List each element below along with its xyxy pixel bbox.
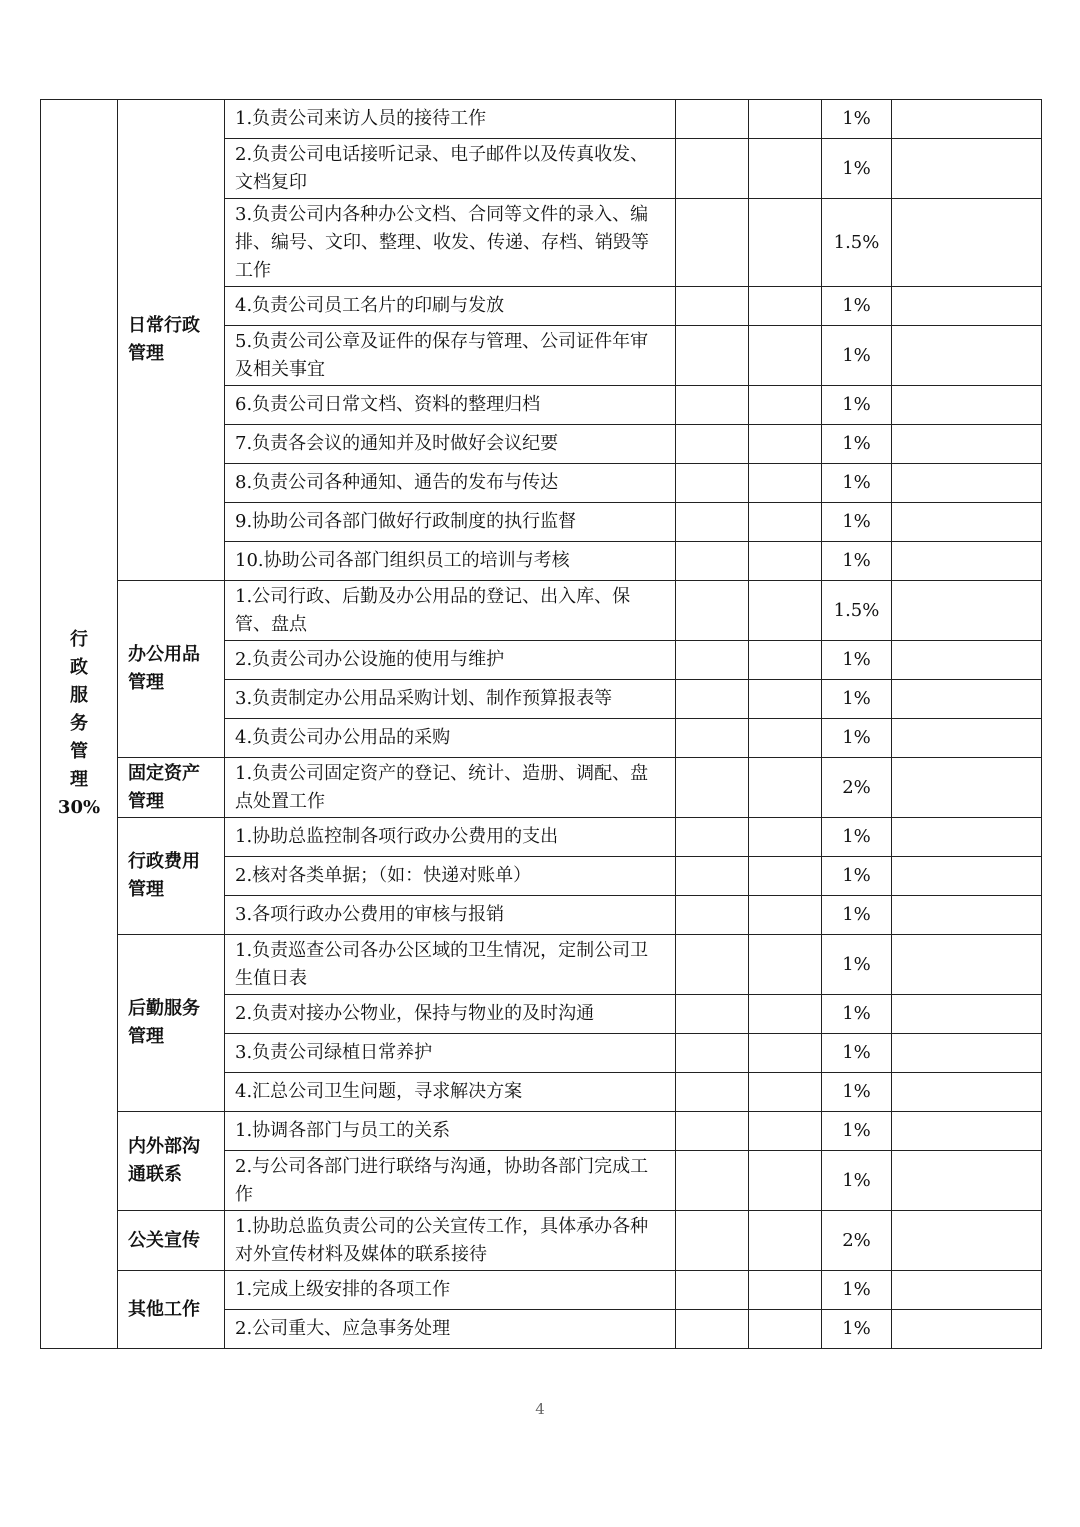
weight-cell: 1% bbox=[822, 818, 892, 857]
blank-cell bbox=[676, 641, 749, 680]
weight-cell: 1% bbox=[822, 326, 892, 386]
task-cell: 3.负责公司绿植日常养护 bbox=[225, 1034, 676, 1073]
blank-cell bbox=[749, 641, 822, 680]
blank-cell bbox=[749, 100, 822, 139]
weight-cell: 1.5% bbox=[822, 581, 892, 641]
task-cell: 7.负责各会议的通知并及时做好会议纪要 bbox=[225, 425, 676, 464]
blank-cell bbox=[676, 1310, 749, 1349]
blank-cell bbox=[749, 995, 822, 1034]
blank-cell bbox=[749, 818, 822, 857]
blank-cell bbox=[749, 680, 822, 719]
blank-cell bbox=[676, 857, 749, 896]
score-cell bbox=[892, 935, 1042, 995]
task-cell: 1.协调各部门与员工的关系 bbox=[225, 1112, 676, 1151]
blank-cell bbox=[749, 1034, 822, 1073]
blank-cell bbox=[676, 287, 749, 326]
task-cell: 2.公司重大、应急事务处理 bbox=[225, 1310, 676, 1349]
weight-cell: 1% bbox=[822, 1310, 892, 1349]
task-cell: 2.负责公司电话接听记录、电子邮件以及传真收发、文档复印 bbox=[225, 139, 676, 199]
table-row bbox=[41, 818, 1042, 857]
blank-cell bbox=[676, 100, 749, 139]
task-cell: 2.负责公司办公设施的使用与维护 bbox=[225, 641, 676, 680]
score-cell bbox=[892, 464, 1042, 503]
blank-cell bbox=[749, 758, 822, 818]
task-cell: 2.与公司各部门进行联络与沟通，协助各部门完成工作 bbox=[225, 1151, 676, 1211]
score-cell bbox=[892, 425, 1042, 464]
score-cell bbox=[892, 139, 1042, 199]
subcategory-cell: 固定资产管理 bbox=[118, 758, 225, 818]
blank-cell bbox=[676, 464, 749, 503]
weight-cell: 1% bbox=[822, 1151, 892, 1211]
task-cell: 1.负责公司固定资产的登记、统计、造册、调配、盘点处置工作 bbox=[225, 758, 676, 818]
blank-cell bbox=[749, 464, 822, 503]
task-cell: 1.完成上级安排的各项工作 bbox=[225, 1271, 676, 1310]
blank-cell bbox=[676, 542, 749, 581]
blank-cell bbox=[676, 1034, 749, 1073]
task-cell: 4.汇总公司卫生问题，寻求解决方案 bbox=[225, 1073, 676, 1112]
weight-cell: 1% bbox=[822, 680, 892, 719]
weight-cell: 1% bbox=[822, 503, 892, 542]
blank-cell bbox=[749, 1310, 822, 1349]
score-cell bbox=[892, 896, 1042, 935]
task-cell: 2.核对各类单据；（如：快递对账单） bbox=[225, 857, 676, 896]
duty-table bbox=[40, 99, 1042, 1349]
subcategory-cell: 公关宣传 bbox=[118, 1211, 225, 1271]
blank-cell bbox=[676, 1211, 749, 1271]
blank-cell bbox=[749, 1211, 822, 1271]
blank-cell bbox=[676, 326, 749, 386]
blank-cell bbox=[676, 680, 749, 719]
task-cell: 3.各项行政办公费用的审核与报销 bbox=[225, 896, 676, 935]
blank-cell bbox=[676, 139, 749, 199]
task-cell: 4.负责公司办公用品的采购 bbox=[225, 719, 676, 758]
blank-cell bbox=[676, 503, 749, 542]
score-cell bbox=[892, 503, 1042, 542]
blank-cell bbox=[749, 719, 822, 758]
score-cell bbox=[892, 641, 1042, 680]
score-cell bbox=[892, 199, 1042, 287]
score-cell bbox=[892, 818, 1042, 857]
weight-cell: 1% bbox=[822, 1073, 892, 1112]
blank-cell bbox=[749, 199, 822, 287]
blank-cell bbox=[676, 1073, 749, 1112]
score-cell bbox=[892, 542, 1042, 581]
table-row bbox=[41, 1112, 1042, 1151]
task-cell: 10.协助公司各部门组织员工的培训与考核 bbox=[225, 542, 676, 581]
subcategory-cell: 日常行政管理 bbox=[118, 100, 225, 581]
blank-cell bbox=[749, 1151, 822, 1211]
score-cell bbox=[892, 581, 1042, 641]
weight-cell: 1% bbox=[822, 287, 892, 326]
score-cell bbox=[892, 857, 1042, 896]
weight-cell: 1.5% bbox=[822, 199, 892, 287]
task-cell: 6.负责公司日常文档、资料的整理归档 bbox=[225, 386, 676, 425]
task-cell: 3.负责制定办公用品采购计划、制作预算报表等 bbox=[225, 680, 676, 719]
weight-cell: 1% bbox=[822, 1271, 892, 1310]
blank-cell bbox=[676, 818, 749, 857]
score-cell bbox=[892, 1112, 1042, 1151]
score-cell bbox=[892, 326, 1042, 386]
weight-cell: 2% bbox=[822, 758, 892, 818]
blank-cell bbox=[749, 857, 822, 896]
weight-cell: 1% bbox=[822, 1034, 892, 1073]
task-cell: 1.负责公司来访人员的接待工作 bbox=[225, 100, 676, 139]
score-cell bbox=[892, 287, 1042, 326]
blank-cell bbox=[749, 1271, 822, 1310]
blank-cell bbox=[749, 581, 822, 641]
score-cell bbox=[892, 1310, 1042, 1349]
score-cell bbox=[892, 680, 1042, 719]
weight-cell: 1% bbox=[822, 100, 892, 139]
blank-cell bbox=[676, 425, 749, 464]
blank-cell bbox=[749, 1112, 822, 1151]
weight-cell: 1% bbox=[822, 719, 892, 758]
category-cell bbox=[41, 100, 118, 1349]
task-cell: 5.负责公司公章及证件的保存与管理、公司证件年审及相关事宜 bbox=[225, 326, 676, 386]
blank-cell bbox=[749, 139, 822, 199]
task-cell: 9.协助公司各部门做好行政制度的执行监督 bbox=[225, 503, 676, 542]
weight-cell: 1% bbox=[822, 995, 892, 1034]
weight-cell: 1% bbox=[822, 139, 892, 199]
category-title: 行政服务管理 bbox=[70, 629, 88, 790]
table-row bbox=[41, 1271, 1042, 1310]
score-cell bbox=[892, 995, 1042, 1034]
task-cell: 3.负责公司内各种办公文档、合同等文件的录入、编排、编号、文印、整理、收发、传递、存档、销毁等工作 bbox=[225, 199, 676, 287]
weight-cell: 1% bbox=[822, 935, 892, 995]
blank-cell bbox=[676, 581, 749, 641]
task-cell: 1.负责巡查公司各办公区域的卫生情况，定制公司卫生值日表 bbox=[225, 935, 676, 995]
subcategory-cell: 办公用品管理 bbox=[118, 581, 225, 758]
weight-cell: 1% bbox=[822, 542, 892, 581]
weight-cell: 1% bbox=[822, 896, 892, 935]
blank-cell bbox=[676, 935, 749, 995]
blank-cell bbox=[676, 1112, 749, 1151]
blank-cell bbox=[749, 542, 822, 581]
weight-cell: 1% bbox=[822, 1112, 892, 1151]
weight-cell: 1% bbox=[822, 464, 892, 503]
subcategory-cell: 其他工作 bbox=[118, 1271, 225, 1349]
weight-cell: 1% bbox=[822, 641, 892, 680]
blank-cell bbox=[749, 935, 822, 995]
task-cell: 1.协助总监控制各项行政办公费用的支出 bbox=[225, 818, 676, 857]
blank-cell bbox=[749, 425, 822, 464]
blank-cell bbox=[749, 386, 822, 425]
task-cell: 4.负责公司员工名片的印刷与发放 bbox=[225, 287, 676, 326]
score-cell bbox=[892, 386, 1042, 425]
category-weight: 30% bbox=[57, 797, 101, 818]
table-row bbox=[41, 581, 1042, 641]
subcategory-cell: 行政费用管理 bbox=[118, 818, 225, 935]
weight-cell: 2% bbox=[822, 1211, 892, 1271]
blank-cell bbox=[676, 719, 749, 758]
blank-cell bbox=[676, 995, 749, 1034]
blank-cell bbox=[676, 1151, 749, 1211]
table-row bbox=[41, 935, 1042, 995]
score-cell bbox=[892, 1271, 1042, 1310]
score-cell bbox=[892, 1151, 1042, 1211]
task-cell: 2.负责对接办公物业，保持与物业的及时沟通 bbox=[225, 995, 676, 1034]
score-cell bbox=[892, 758, 1042, 818]
weight-cell: 1% bbox=[822, 425, 892, 464]
blank-cell bbox=[676, 896, 749, 935]
blank-cell bbox=[749, 896, 822, 935]
blank-cell bbox=[676, 199, 749, 287]
score-cell bbox=[892, 1034, 1042, 1073]
subcategory-cell: 内外部沟通联系 bbox=[118, 1112, 225, 1211]
subcategory-cell: 后勤服务管理 bbox=[118, 935, 225, 1112]
blank-cell bbox=[676, 1271, 749, 1310]
score-cell bbox=[892, 1211, 1042, 1271]
score-cell bbox=[892, 100, 1042, 139]
blank-cell bbox=[749, 1073, 822, 1112]
page-number: 4 bbox=[535, 1400, 545, 1418]
table-row bbox=[41, 758, 1042, 818]
task-cell: 1.公司行政、后勤及办公用品的登记、出入库、保管、盘点 bbox=[225, 581, 676, 641]
blank-cell bbox=[676, 386, 749, 425]
weight-cell: 1% bbox=[822, 386, 892, 425]
task-cell: 8.负责公司各种通知、通告的发布与传达 bbox=[225, 464, 676, 503]
blank-cell bbox=[749, 287, 822, 326]
blank-cell bbox=[749, 326, 822, 386]
blank-cell bbox=[749, 503, 822, 542]
score-cell bbox=[892, 719, 1042, 758]
task-cell: 1.协助总监负责公司的公关宣传工作，具体承办各种对外宣传材料及媒体的联系接待 bbox=[225, 1211, 676, 1271]
score-cell bbox=[892, 1073, 1042, 1112]
weight-cell: 1% bbox=[822, 857, 892, 896]
blank-cell bbox=[676, 758, 749, 818]
table-row bbox=[41, 100, 1042, 139]
table-row bbox=[41, 1211, 1042, 1271]
